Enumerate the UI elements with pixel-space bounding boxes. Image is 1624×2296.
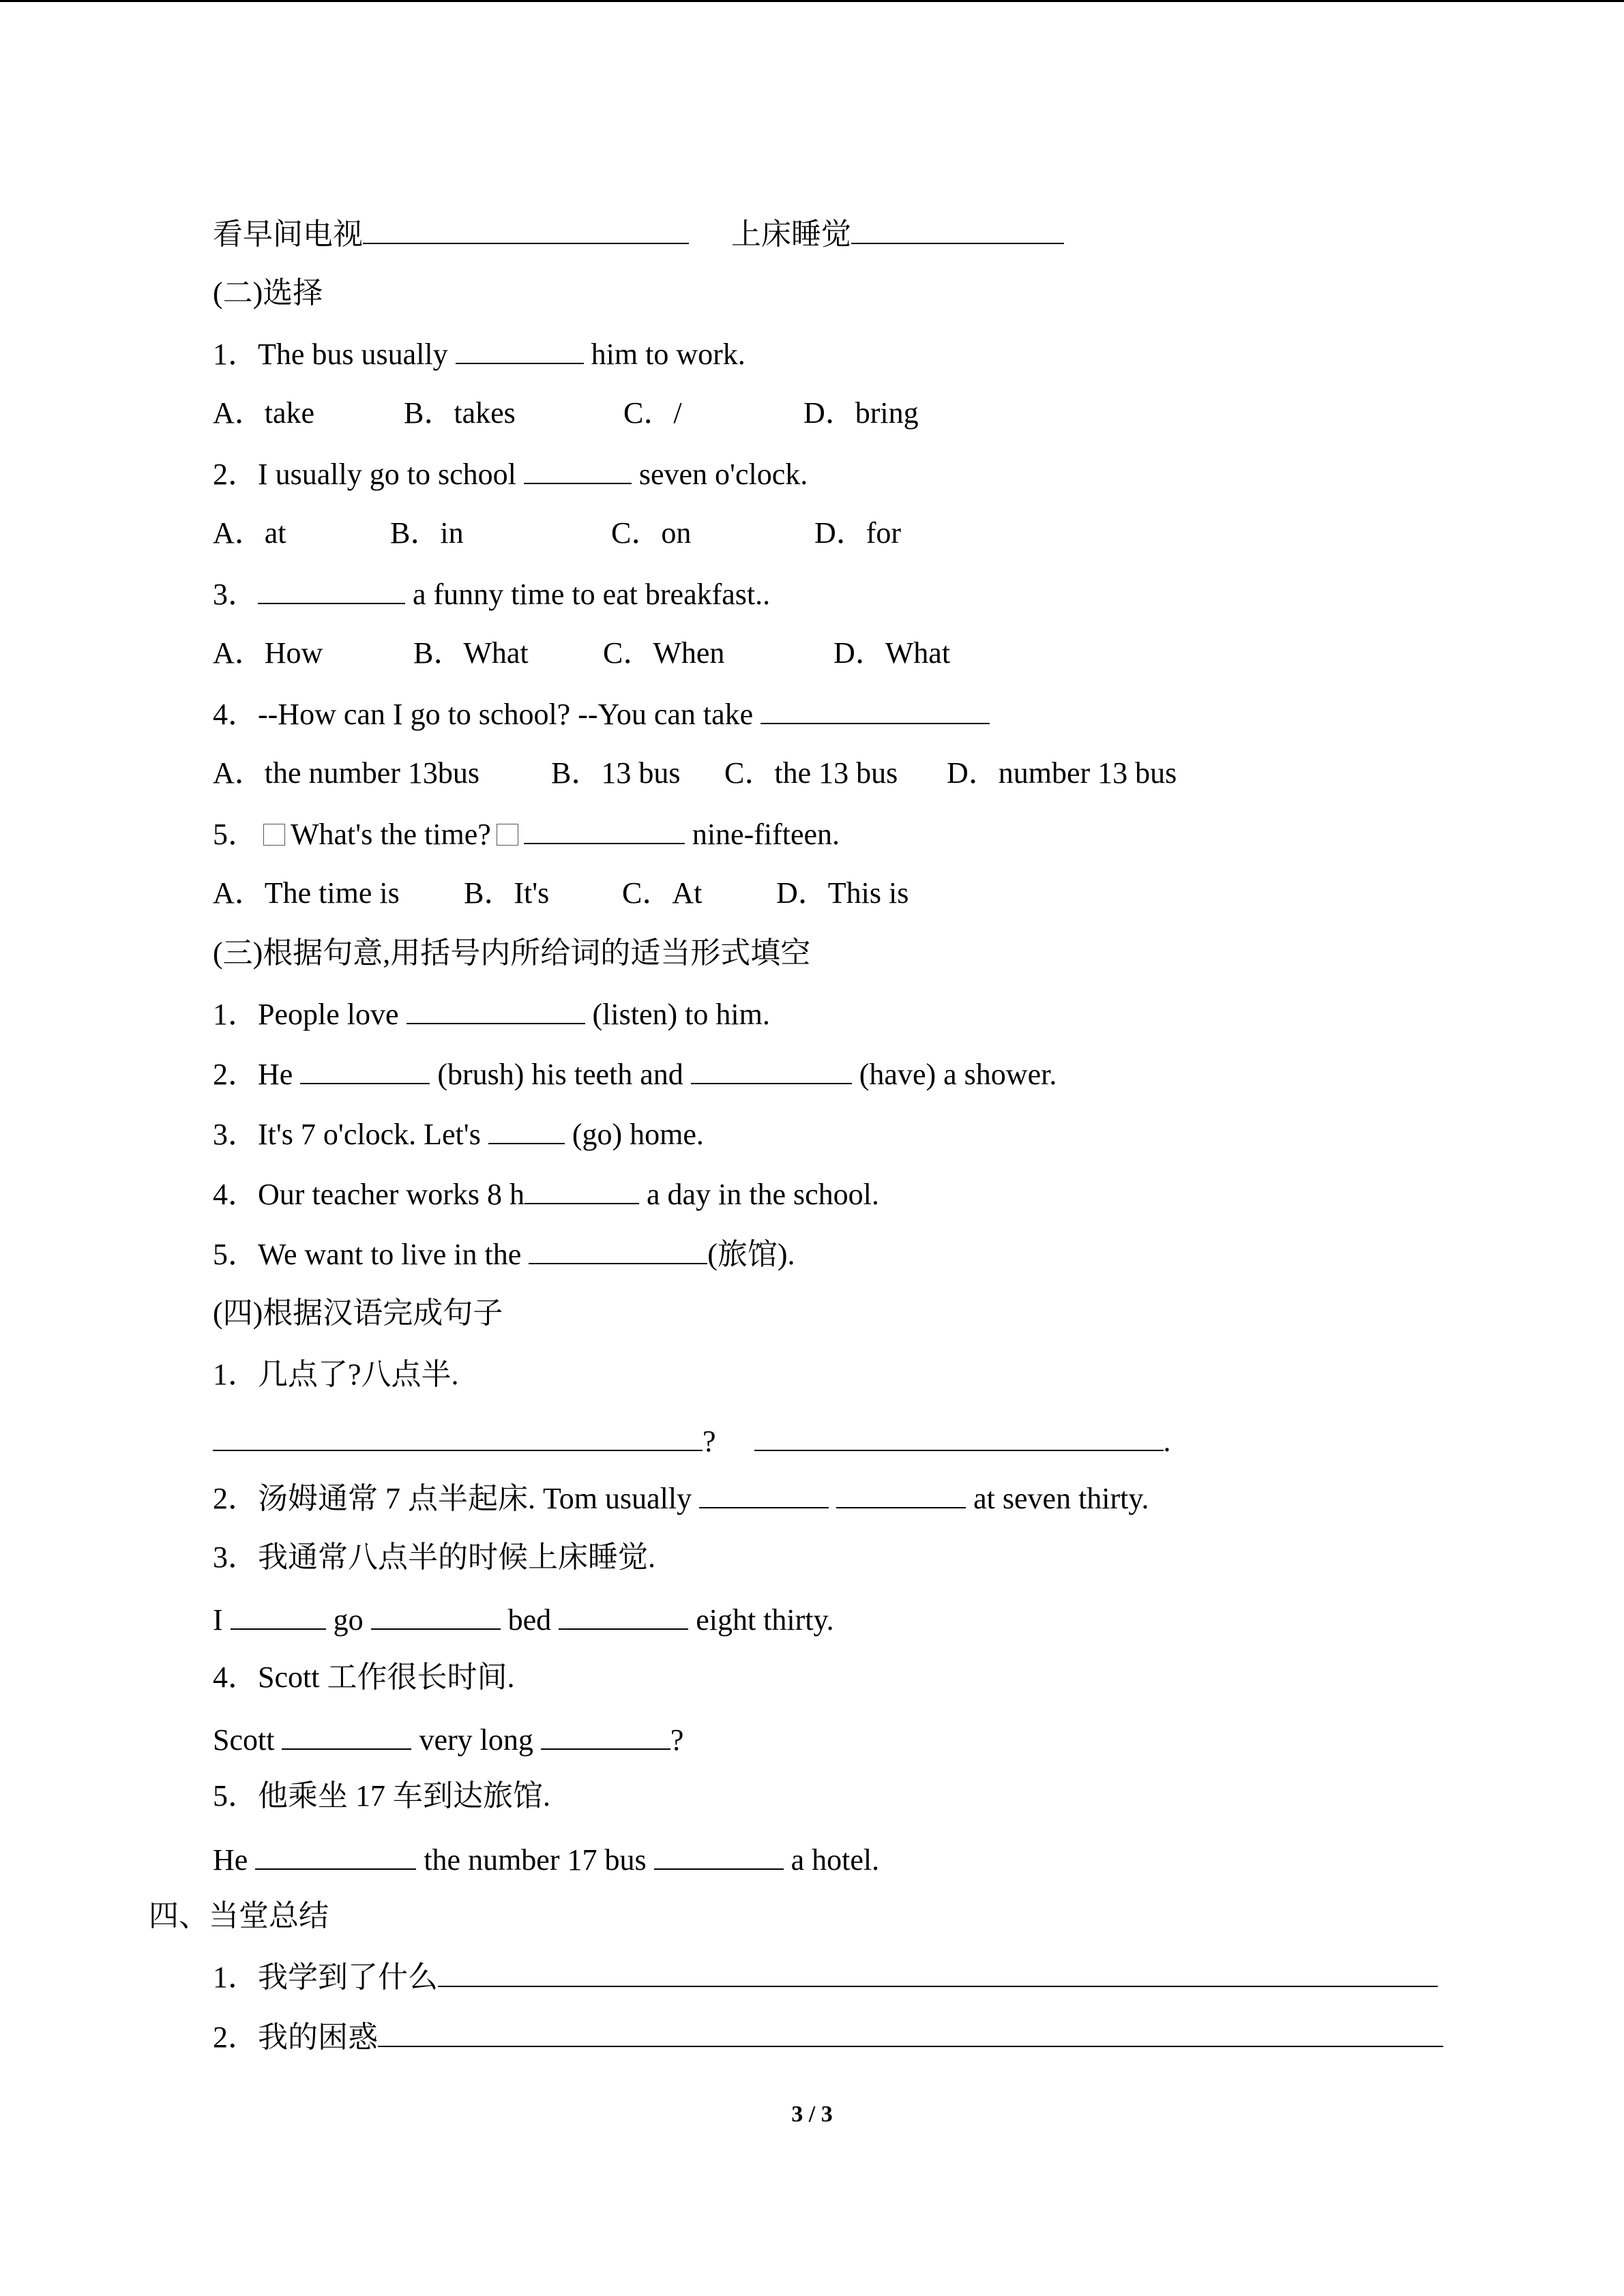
- blank[interactable]: [438, 1956, 1438, 1987]
- section-title: (三)根据句意,用括号内所给词的适当形式填空: [213, 936, 811, 970]
- blank[interactable]: [456, 333, 584, 364]
- option: A．the number 13bus: [213, 756, 480, 790]
- translate-question-2: 2．汤姆通常 7 点半起床. Tom usually at seven thirty.: [213, 1477, 1149, 1519]
- translate-answer-3: I go bed eight thirty.: [213, 1598, 834, 1641]
- translate-question-3: 3．我通常八点半的时候上床睡觉.: [213, 1540, 655, 1574]
- blank[interactable]: [213, 1420, 703, 1451]
- option: A．How: [213, 636, 323, 670]
- blank[interactable]: [258, 573, 405, 604]
- blank[interactable]: [378, 2016, 1443, 2047]
- option: B．in: [390, 516, 464, 550]
- blank[interactable]: [371, 1598, 501, 1630]
- option: B．takes: [404, 396, 516, 430]
- option: C．At: [622, 876, 703, 910]
- blank[interactable]: [559, 1598, 688, 1630]
- fill-question-1: 1．People love (listen) to him.: [213, 993, 770, 1035]
- option: C．the 13 bus: [724, 756, 898, 790]
- blank[interactable]: [524, 813, 685, 844]
- translate-answer-4: Scott very long ?: [213, 1718, 683, 1761]
- blank[interactable]: [836, 1477, 966, 1508]
- blank[interactable]: [851, 213, 1064, 244]
- fill-question-4: 4．Our teacher works 8 h a day in the school.: [213, 1173, 879, 1215]
- option: D．This is: [776, 876, 909, 910]
- blank[interactable]: [300, 1053, 430, 1084]
- translate-question-5: 5．他乘坐 17 车到达旅馆.: [213, 1779, 550, 1813]
- blank[interactable]: [231, 1598, 326, 1630]
- fill-question-2: 2．He (brush) his teeth and (have) a shower.: [213, 1053, 1057, 1095]
- page-number: 3 / 3: [791, 2102, 833, 2127]
- blank[interactable]: [691, 1053, 852, 1084]
- blank[interactable]: [754, 1420, 1164, 1451]
- translate-question-1: 1．几点了?八点半.: [213, 1358, 459, 1391]
- question-1: 1．The bus usually him to work.: [213, 333, 745, 375]
- fill-question-5: 5．We want to live in the (旅馆).: [213, 1233, 795, 1275]
- translate-answer-1: ? .: [213, 1420, 1171, 1462]
- option: D．for: [814, 516, 902, 550]
- placeholder-box-icon: [497, 824, 518, 846]
- section-title: (四)根据汉语完成句子: [213, 1296, 503, 1330]
- section-title: (二)选择: [213, 276, 323, 310]
- blank[interactable]: [524, 453, 632, 484]
- blank[interactable]: [407, 993, 585, 1024]
- option: A．take: [213, 396, 315, 430]
- option: C．/: [623, 396, 682, 430]
- option: C．When: [603, 636, 725, 670]
- blank[interactable]: [255, 1838, 416, 1870]
- top-border: [0, 0, 1624, 2]
- blank[interactable]: [761, 693, 990, 724]
- blank[interactable]: [282, 1718, 411, 1750]
- question-3: 3． a funny time to eat breakfast..: [213, 573, 770, 615]
- blank[interactable]: [654, 1838, 784, 1870]
- translate-answer-5: He the number 17 bus a hotel.: [213, 1838, 879, 1881]
- blank[interactable]: [488, 1113, 565, 1144]
- option: B．It's: [464, 876, 550, 910]
- option: A．The time is: [213, 876, 400, 910]
- question-4: 4．--How can I go to school? --You can take: [213, 693, 990, 735]
- summary-item-1: 1．我学到了什么: [213, 1956, 1438, 1998]
- blank[interactable]: [525, 1173, 639, 1204]
- option: B．13 bus: [551, 756, 681, 790]
- blank[interactable]: [541, 1718, 670, 1750]
- option: C．on: [611, 516, 692, 550]
- summary-item-2: 2．我的困惑: [213, 2016, 1443, 2058]
- option: D．What: [833, 636, 951, 670]
- blank[interactable]: [699, 1477, 829, 1508]
- option: D．number 13 bus: [947, 756, 1177, 790]
- option: A．at: [213, 516, 286, 550]
- translate-question-4: 4．Scott 工作很长时间.: [213, 1660, 515, 1694]
- text-watch-tv: 看早间电视: [213, 218, 363, 251]
- blank[interactable]: [529, 1233, 707, 1264]
- question-5: 5． What's the time? nine-fifteen.: [213, 813, 840, 855]
- fill-question-3: 3．It's 7 o'clock. Let's (go) home.: [213, 1113, 704, 1155]
- option: B．What: [413, 636, 529, 670]
- option: D．bring: [803, 396, 919, 430]
- question-2: 2．I usually go to school seven o'clock.: [213, 453, 808, 495]
- blank[interactable]: [363, 213, 689, 244]
- summary-title: 四、当堂总结: [149, 1899, 329, 1933]
- text-go-to-bed: 上床睡觉: [731, 218, 851, 251]
- placeholder-box-icon: [263, 824, 285, 846]
- vocab-line: [213, 213, 1064, 255]
